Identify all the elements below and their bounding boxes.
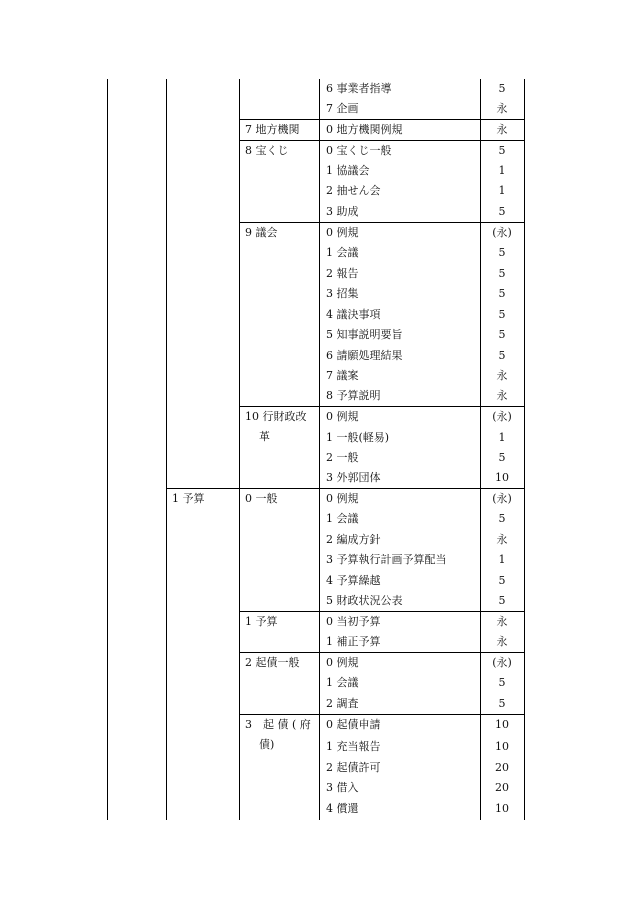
item-label: 7 議案 <box>326 369 359 382</box>
retention-period: 5 <box>498 246 506 259</box>
retention-period: 永 <box>496 389 508 402</box>
column-rule-3 <box>239 79 240 820</box>
category-label: 9 議会 <box>245 226 278 239</box>
retention-period: 5 <box>498 451 506 464</box>
retention-period: (永) <box>492 226 512 239</box>
retention-period: 5 <box>498 594 506 607</box>
retention-period: 5 <box>498 512 506 525</box>
category-label <box>245 715 311 755</box>
item-label: 6 請願処理結果 <box>326 349 403 362</box>
category-label: 7 地方機関 <box>245 123 300 136</box>
retention-period: (永) <box>492 656 512 669</box>
category-label-line: 革 <box>259 430 270 443</box>
item-label: 0 例規 <box>326 656 359 669</box>
retention-period: 10 <box>495 471 509 484</box>
column-rule-4 <box>319 79 320 820</box>
item-label: 2 調査 <box>326 697 359 710</box>
retention-period: 5 <box>498 267 506 280</box>
item-label: 3 予算執行計画予算配当 <box>326 553 447 566</box>
item-label: 3 外郭団体 <box>326 471 381 484</box>
category-label: 1 予算 <box>245 615 278 628</box>
item-label: 1 会議 <box>326 512 359 525</box>
retention-period: 5 <box>498 82 506 95</box>
retention-period: 永 <box>496 369 508 382</box>
retention-period: 5 <box>498 308 506 321</box>
category-label: 0 一般 <box>245 492 278 505</box>
item-label: 0 例規 <box>326 492 359 505</box>
column-rule-1 <box>107 79 108 820</box>
item-label: 2 一般 <box>326 451 359 464</box>
item-label: 6 事業者指導 <box>326 82 392 95</box>
retention-period: 永 <box>496 635 508 648</box>
retention-period: 20 <box>495 781 509 794</box>
item-label: 2 報告 <box>326 267 359 280</box>
retention-period: 5 <box>498 328 506 341</box>
retention-period: (永) <box>492 492 512 505</box>
item-label: 2 編成方針 <box>326 533 381 546</box>
category-label: 2 起債一般 <box>245 656 300 669</box>
category-label-line: 10 行財政改 <box>245 410 307 423</box>
item-label: 1 会議 <box>326 676 359 689</box>
retention-period: 10 <box>495 802 509 815</box>
retention-period: 5 <box>498 574 506 587</box>
retention-period: 5 <box>498 676 506 689</box>
item-label: 3 借入 <box>326 781 359 794</box>
category-label-line: 3 起 債 ( 府 <box>245 718 311 731</box>
retention-period: 5 <box>498 349 506 362</box>
retention-period: 永 <box>496 615 508 628</box>
item-label: 0 宝くじ一般 <box>326 144 392 157</box>
item-label: 4 予算繰越 <box>326 574 381 587</box>
retention-period: 5 <box>498 287 506 300</box>
column-rule-2 <box>166 79 167 820</box>
item-label: 2 起債許可 <box>326 761 381 774</box>
item-label: 7 企画 <box>326 102 359 115</box>
retention-period: 永 <box>496 533 508 546</box>
retention-period: 5 <box>498 144 506 157</box>
retention-period: 永 <box>496 102 508 115</box>
item-label: 5 財政状況公表 <box>326 594 403 607</box>
retention-period: 永 <box>496 123 508 136</box>
column-rule-6 <box>524 79 525 820</box>
item-label: 0 起債申請 <box>326 718 381 731</box>
item-label: 4 議決事項 <box>326 308 381 321</box>
section-label: 1 予算 <box>172 492 205 505</box>
item-label: 8 予算説明 <box>326 389 381 402</box>
item-label: 1 会議 <box>326 246 359 259</box>
item-label: 0 例規 <box>326 226 359 239</box>
item-label: 4 償還 <box>326 802 359 815</box>
item-label: 5 知事説明要旨 <box>326 328 403 341</box>
retention-period: 20 <box>495 761 509 774</box>
item-label: 3 招集 <box>326 287 359 300</box>
retention-period: 1 <box>498 553 506 566</box>
retention-period: 1 <box>498 164 506 177</box>
category-label <box>245 407 311 447</box>
item-label: 1 補正予算 <box>326 635 381 648</box>
category-label: 8 宝くじ <box>245 144 289 157</box>
item-label: 2 抽せん会 <box>326 184 381 197</box>
item-label: 0 地方機関例規 <box>326 123 403 136</box>
item-label: 0 例規 <box>326 410 359 423</box>
retention-period: 1 <box>498 184 506 197</box>
item-label: 1 協議会 <box>326 164 370 177</box>
retention-period: 5 <box>498 205 506 218</box>
retention-period: (永) <box>492 410 512 423</box>
retention-period: 5 <box>498 697 506 710</box>
category-label-line: 債) <box>259 738 275 751</box>
item-label: 0 当初予算 <box>326 615 381 628</box>
retention-period: 10 <box>495 718 509 731</box>
retention-period: 10 <box>495 740 509 753</box>
item-label: 1 一般(軽易) <box>326 431 390 444</box>
item-label: 3 助成 <box>326 205 359 218</box>
retention-period: 1 <box>498 431 506 444</box>
item-label: 1 充当報告 <box>326 740 381 753</box>
